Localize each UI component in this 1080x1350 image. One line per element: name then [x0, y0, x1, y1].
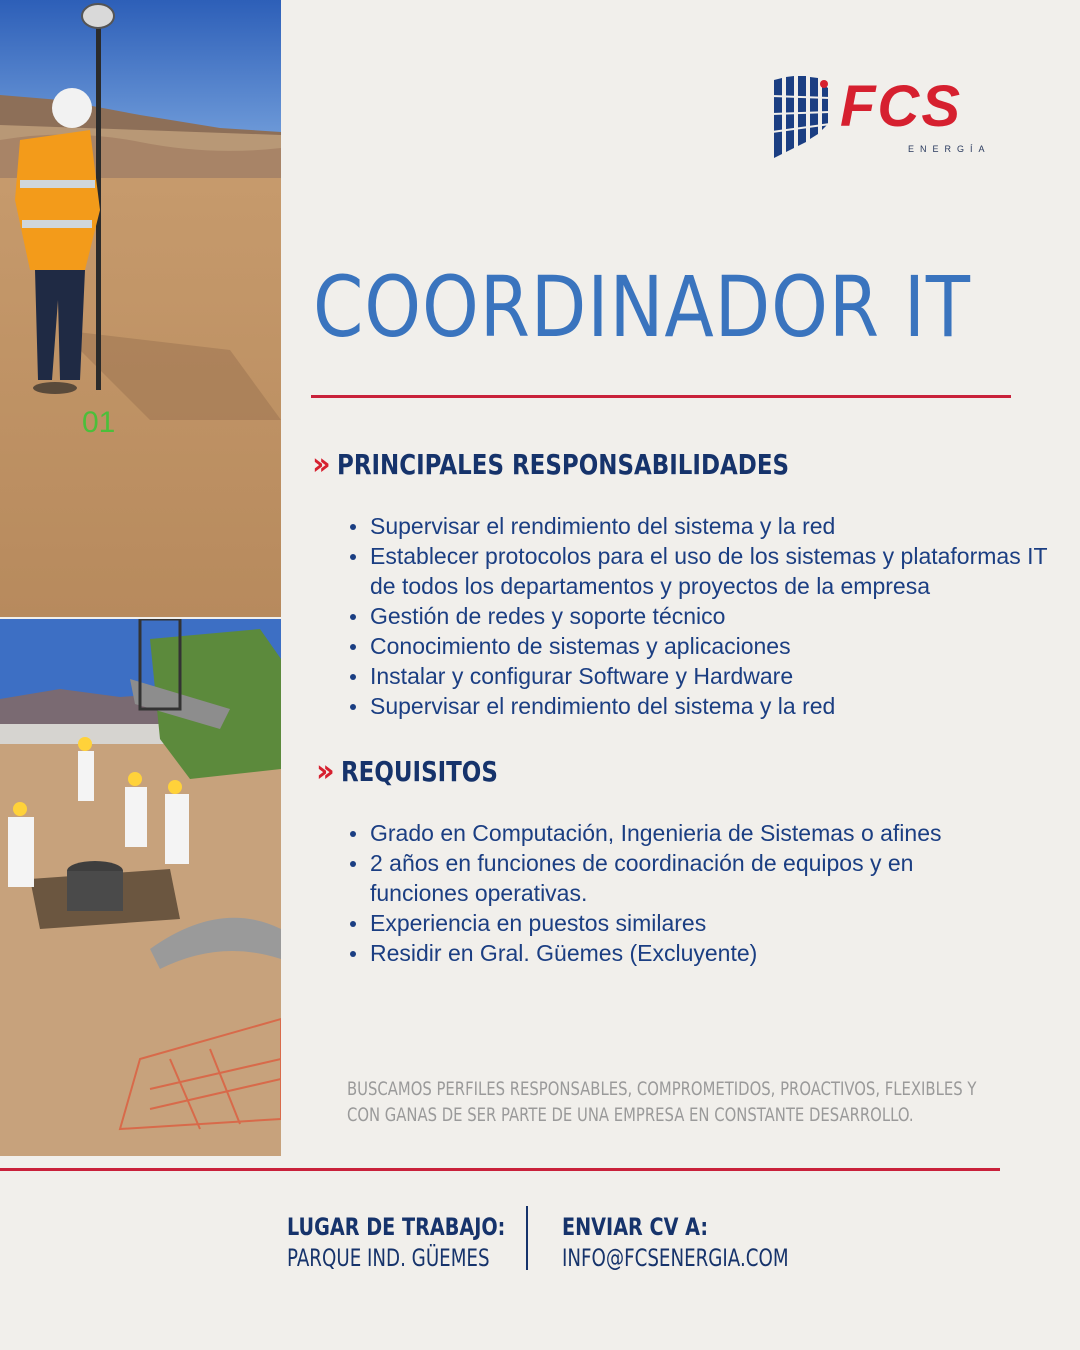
list-item: Supervisar el rendimiento del sistema y la red — [348, 511, 1048, 541]
list-item: Experiencia en puestos similares — [348, 908, 948, 938]
list-item: Supervisar el rendimiento del sistema y la red — [348, 691, 1048, 721]
double-chevron-right-icon: ›› — [316, 754, 329, 789]
list-item: Grado en Computación, Ingenieria de Sistemas o afines — [348, 818, 948, 848]
brand-subtitle: ENERGÍA — [908, 144, 991, 154]
work-location — [287, 1212, 560, 1274]
contact-label: ENVIAR CV A: — [562, 1213, 709, 1241]
list-item: Conocimiento de sistemas y aplicaciones — [348, 631, 1048, 661]
list-item: Residir en Gral. Güemes (Excluyente) — [348, 938, 948, 968]
title-divider — [311, 395, 1011, 398]
footer-vertical-divider — [526, 1206, 528, 1270]
solar-panel-logo-icon — [770, 74, 840, 160]
contact-info — [562, 1212, 860, 1274]
work-location-value: PARQUE IND. GÜEMES — [287, 1244, 490, 1272]
footer-divider — [0, 1168, 1000, 1171]
work-location-label: LUGAR DE TRABAJO: — [287, 1213, 506, 1241]
requirements-heading-label: REQUISITOS — [340, 755, 498, 788]
svg-text:01: 01 — [82, 406, 116, 439]
responsibilities-heading — [312, 447, 888, 482]
job-title: COORDINADOR IT — [313, 258, 971, 356]
list-item: Gestión de redes y soporte técnico — [348, 601, 1048, 631]
double-chevron-right-icon: ›› — [312, 447, 325, 482]
photo-surveyor — [0, 0, 281, 617]
list-item: Establecer protocolos para el uso de los sistemas y plataformas IT de todos los departamentos y proyectos de la empresa — [348, 541, 1048, 601]
brand-name: FCS — [840, 74, 962, 139]
requirements-list — [348, 818, 948, 968]
photo-construction — [0, 619, 281, 1156]
list-item: Instalar y configurar Software y Hardware — [348, 661, 1048, 691]
fcs-logo — [770, 72, 1010, 162]
responsibilities-heading-label: PRINCIPALES RESPONSABILIDADES — [336, 448, 789, 481]
responsibilities-list — [348, 511, 1048, 721]
contact-email[interactable]: INFO@FCSENERGIA.COM — [562, 1244, 789, 1272]
requirements-heading — [316, 754, 532, 789]
list-item: 2 años en funciones de coordinación de equipos y en funciones operativas. — [348, 848, 948, 908]
tagline: BUSCAMOS PERFILES RESPONSABLES, COMPROMETIDOS, PROACTIVOS, FLEXIBLES Y CON GANAS DE SER PARTE DE UNA EMPRESA EN CONSTANTE DESARROLLO. — [347, 1078, 977, 1126]
